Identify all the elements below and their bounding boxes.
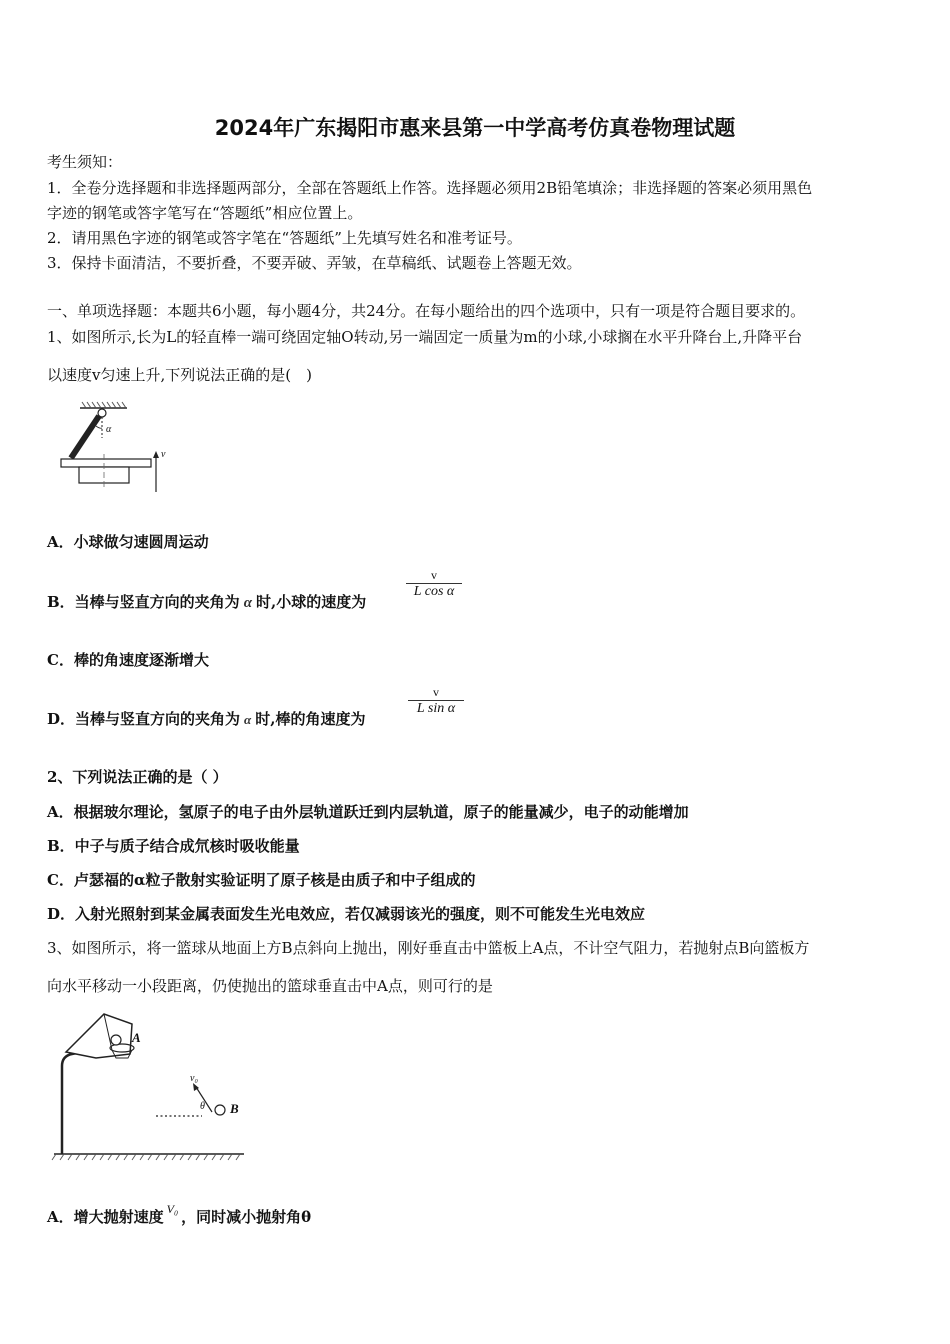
q3-stem-line2: 向水平移动一小段距离，仍使抛出的篮球垂直击中A点，则可行的是 xyxy=(47,977,493,995)
q1-option-d-denominator: L sin α xyxy=(416,701,456,716)
q3-fig-label-a: A xyxy=(132,1030,141,1045)
q1-stem-line2: 以速度v匀速上升,下列说法正确的是( ) xyxy=(47,366,312,384)
q1-option-c: C．棒的角速度逐渐增大 xyxy=(47,651,209,669)
q1-option-d-alpha: α xyxy=(244,712,252,727)
q1-option-b-numerator: v xyxy=(431,568,437,582)
q2-stem: 2、下列说法正确的是（ ） xyxy=(47,768,228,786)
notice-line-1b: 字迹的钢笔或答字笔写在“答题纸”相应位置上。 xyxy=(47,204,363,222)
section-heading: 一、单项选择题：本题共6小题，每小题4分，共24分。在每小题给出的四个选项中，只有一项是符合题目要求的。 xyxy=(47,302,806,320)
notice-line-3: 3．保持卡面清洁，不要折叠，不要弄破、弄皱，在草稿纸、试题卷上答题无效。 xyxy=(47,254,582,272)
q1-option-b xyxy=(47,592,366,613)
q2-option-d: D．入射光照射到某金属表面发生光电效应，若仅减弱该光的强度，则不可能发生光电效应 xyxy=(47,905,646,923)
q2-option-b: B．中子与质子结合成氘核时吸收能量 xyxy=(47,837,300,855)
page-title: 2024年广东揭阳市惠来县第一中学高考仿真卷物理试题 xyxy=(214,116,736,140)
q1-option-a: A．小球做匀速圆周运动 xyxy=(47,533,209,551)
q1-option-b-alpha: α xyxy=(243,595,252,611)
q3-figure xyxy=(52,1010,252,1162)
q1-figure xyxy=(55,398,185,498)
q1-option-d xyxy=(47,709,365,730)
q3-option-a-after: ，同时减小抛射角θ xyxy=(181,1208,312,1226)
q1-option-d-numerator: v xyxy=(433,685,439,699)
q1-fig-velocity-label: v xyxy=(161,449,166,460)
q3-option-a-text: A．增大抛射速度 xyxy=(47,1208,164,1226)
q1-option-b-denominator: L cos α xyxy=(413,584,455,599)
q1-option-d-text: D．当棒与竖直方向的夹角为 xyxy=(47,710,241,728)
notice-line-2: 2．请用黑色字迹的钢笔或答字笔在“答题纸”上先填写姓名和准考证号。 xyxy=(47,229,522,247)
q3-option-a-v0: V₀ xyxy=(166,1202,179,1216)
q2-option-c: C．卢瑟福的α粒子散射实验证明了原子核是由质子和中子组成的 xyxy=(47,871,476,889)
q1-fig-angle-label: α xyxy=(106,424,112,435)
q3-fig-label-theta: θ xyxy=(200,1101,205,1112)
q3-option-a xyxy=(47,1202,312,1228)
q1-option-b-fraction xyxy=(406,568,462,600)
notice-heading: 考生须知： xyxy=(47,153,123,171)
notice-line-1a: 1．全卷分选择题和非选择题两部分，全部在答题纸上作答。选择题必须用2B铅笔填涂；非选择题的答案必须用黑色 xyxy=(47,179,813,197)
q3-fig-label-b: B xyxy=(230,1101,239,1116)
q1-stem-line1: 1、如图所示,长为L的轻直棒一端可绕固定轴O转动,另一端固定一质量为m的小球,小球搁在水平升降台上,升降平台 xyxy=(47,328,803,346)
q3-stem-line1: 3、如图所示，将一篮球从地面上方B点斜向上抛出，刚好垂直击中篮板上A点，不计空气阻力，若抛射点B向篮板方 xyxy=(47,939,810,957)
q2-option-a: A．根据玻尔理论，氢原子的电子由外层轨道跃迁到内层轨道，原子的能量减少，电子的动能增加 xyxy=(47,803,689,821)
q3-fig-label-v0: v₀ xyxy=(190,1073,198,1084)
q1-option-d-fraction xyxy=(408,685,464,717)
q1-option-b-after: 时,小球的速度为 xyxy=(256,593,367,611)
q1-option-b-text: B．当棒与竖直方向的夹角为 xyxy=(47,593,240,611)
q1-option-d-after: 时,棒的角速度为 xyxy=(255,710,366,728)
